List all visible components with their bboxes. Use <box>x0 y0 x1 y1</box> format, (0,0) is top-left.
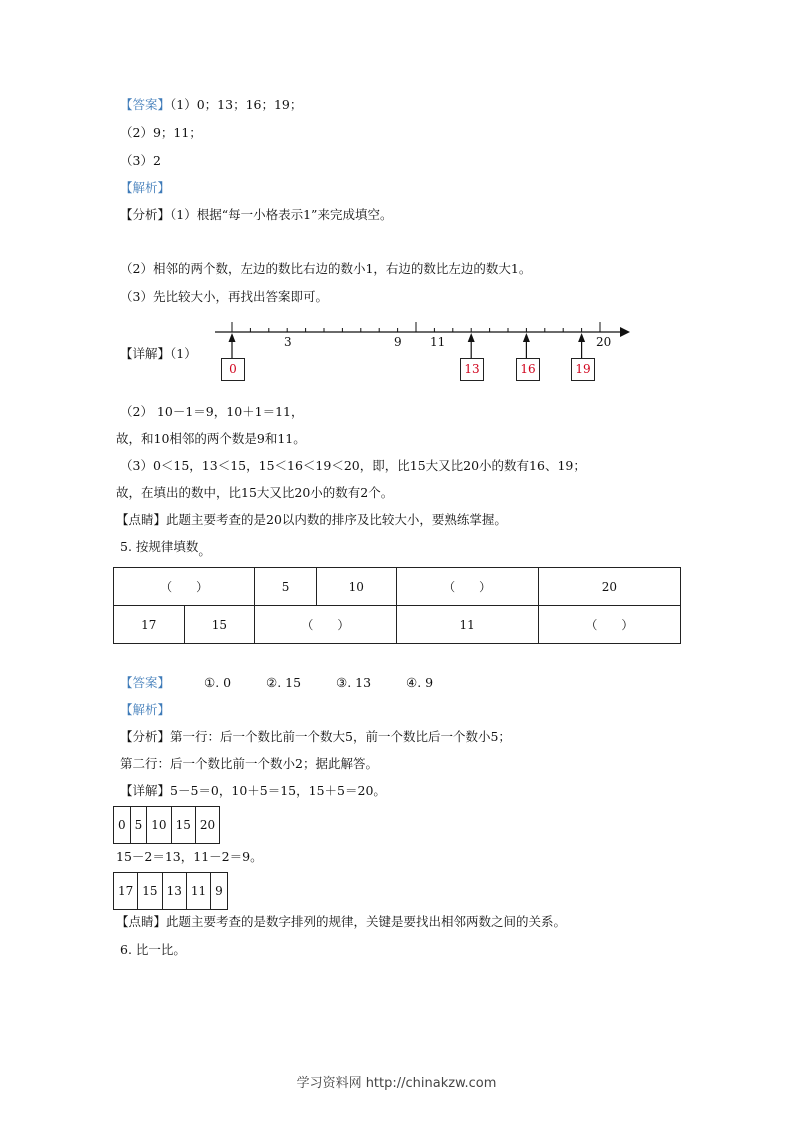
answer-line-1 <box>120 97 302 113</box>
q5-fenxi-line-2: 第二行：后一个数比前一个数小2；据此解答。 <box>120 756 378 771</box>
number-line-ticks <box>232 322 600 332</box>
q5-title <box>120 539 211 558</box>
tick-label-20: 20 <box>596 335 612 349</box>
table-cell: 10 <box>147 807 171 844</box>
table-cell: 20 <box>538 568 680 606</box>
answer-tag: 【答案】 <box>120 675 171 690</box>
table-cell: 17 <box>114 606 185 644</box>
table-cell: 15 <box>184 606 255 644</box>
dianjing-line <box>116 512 507 528</box>
answer-item-4: ④. 9 <box>406 675 434 690</box>
table-cell: 13 <box>162 873 186 910</box>
number-line <box>210 318 640 388</box>
tick-label-3: 3 <box>284 335 292 349</box>
dianjing-tag: 【点睛】 <box>116 512 167 527</box>
tick-label-9: 9 <box>394 335 402 349</box>
table-cell: 11 <box>396 606 538 644</box>
sequence-table-1 <box>113 806 220 844</box>
fenxi-text: 第一行：后一个数比前一个数大5，前一个数比后一个数小5； <box>170 729 511 744</box>
q5-answer-line <box>120 675 434 691</box>
detail-line-2b: 故，和10相邻的两个数是9和11。 <box>116 431 306 446</box>
table-cell: （ ） <box>255 606 396 644</box>
answer-box-19: 19 <box>571 358 595 381</box>
table-row <box>114 807 220 844</box>
q5-fenxi-line-1 <box>120 729 511 745</box>
q5-analysis-tag: 【解析】 <box>120 702 171 717</box>
table-cell: 5 <box>130 807 147 844</box>
detail-tag: 【详解】 <box>120 346 171 361</box>
detail-text: 5－5＝0，10＋5＝15，15＋5＝20。 <box>170 783 386 798</box>
detail-tag: 【详解】 <box>120 783 171 798</box>
detail-line-3b: 故，在填出的数中，比15大又比20小的数有2个。 <box>116 485 394 500</box>
analysis-tag: 【解析】 <box>120 180 171 195</box>
q5-title-text: 5. 按规律填数 <box>120 539 199 554</box>
answer-item-2: ②. 15 <box>266 675 302 690</box>
q5-detail-line-2: 15－2＝13，11－2＝9。 <box>116 849 263 864</box>
table-cell: 10 <box>316 568 396 606</box>
table-cell: 17 <box>114 873 138 910</box>
number-line-pointers <box>229 333 586 358</box>
pointer-arrowhead <box>229 333 236 342</box>
answer-item-1: ①. 0 <box>204 675 232 690</box>
answer-box-16: 16 <box>516 358 540 381</box>
dianjing-tag: 【点睛】 <box>116 914 167 929</box>
pointer-arrowhead <box>468 333 475 342</box>
table-row <box>114 873 228 910</box>
dianjing-text: 此题主要考查的是数字排列的规律，关键是要找出相邻两数之间的关系。 <box>166 914 567 929</box>
fenxi-tag: 【分析】 <box>120 729 171 744</box>
table-cell: （ ） <box>538 606 680 644</box>
pointer-arrowhead <box>523 333 530 342</box>
detail-line-2a: （2） 10－1＝9，10＋1＝11， <box>120 404 304 419</box>
answer-item-3: ③. 13 <box>336 675 372 690</box>
table-cell: 11 <box>186 873 210 910</box>
table-cell: 5 <box>255 568 317 606</box>
q6-title: 6. 比一比。 <box>120 942 186 957</box>
answer-line-2: （2）9；11； <box>120 125 202 140</box>
fenxi-tag: 【分析】 <box>120 207 171 222</box>
answer-text: （1）0；13；16；19； <box>170 97 303 112</box>
table-cell: 15 <box>138 873 162 910</box>
dianjing-text: 此题主要考查的是20以内数的排序及比较大小，要熟练掌握。 <box>166 512 507 527</box>
fenxi-line-3: （3）先比较大小，再找出答案即可。 <box>120 289 328 304</box>
q5-fill-table <box>113 567 681 644</box>
table-cell: （ ） <box>396 568 538 606</box>
sequence-table-2 <box>113 872 228 910</box>
detail-text: （1） <box>170 346 197 361</box>
pointer-arrowhead <box>578 333 585 342</box>
q5-dianjing-line <box>116 914 566 930</box>
detail-line-3a: （3）0＜15，13＜15，15＜16＜19＜20，即，比15大又比20小的数有16、19； <box>120 458 586 473</box>
table-row <box>114 568 681 606</box>
fenxi-line-2: （2）相邻的两个数，左边的数比右边的数小1，右边的数比左边的数大1。 <box>120 261 532 276</box>
number-line-arrowhead <box>620 327 630 337</box>
answer-tag: 【答案】 <box>120 97 171 112</box>
fenxi-text: （1）根据“每一小格表示1”来完成填空。 <box>170 207 393 222</box>
answer-box-13: 13 <box>460 358 484 381</box>
q5-detail-line-1 <box>120 783 386 799</box>
table-cell: 0 <box>114 807 131 844</box>
detail-line-1 <box>120 346 197 362</box>
answer-box-0: 0 <box>221 358 245 381</box>
page-footer: 学习资料网 http://chinakzw.com <box>296 1076 497 1091</box>
table-cell: 20 <box>195 807 219 844</box>
table-cell: 9 <box>211 873 228 910</box>
table-cell: 15 <box>171 807 195 844</box>
table-cell: （ ） <box>114 568 255 606</box>
tick-label-11: 11 <box>430 335 446 349</box>
q5-title-mark: 。 <box>198 543 211 558</box>
table-row <box>114 606 681 644</box>
answer-line-3: （3）2 <box>120 153 161 168</box>
fenxi-line-1 <box>120 207 392 223</box>
